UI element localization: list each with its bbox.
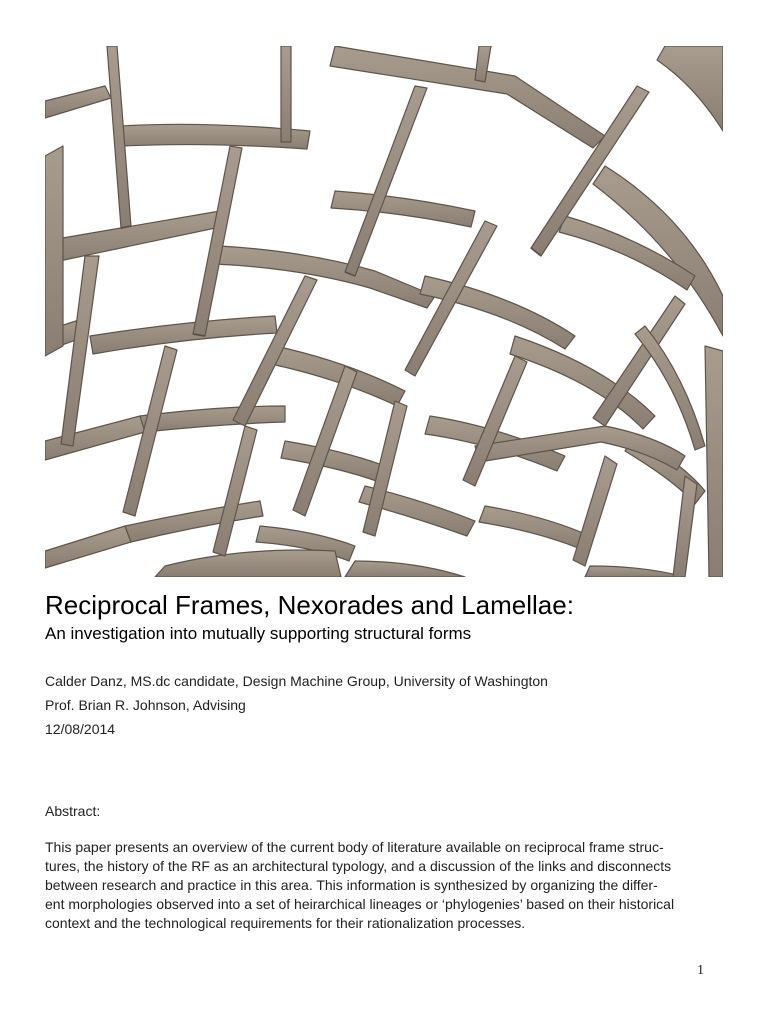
abstract-body bbox=[45, 838, 725, 933]
abstract-line: context and the technological requirements for their rationalization processes. bbox=[45, 915, 526, 931]
page-number: 1 bbox=[697, 963, 704, 978]
abstract-line: This paper presents an overview of the current body of literature available on reciprocal frame struc- bbox=[45, 839, 664, 855]
reciprocal-frame-render bbox=[45, 46, 723, 577]
date-line: 12/08/2014 bbox=[45, 721, 116, 737]
abstract-line: tures, the history of the RF as an architectural typology, and a discussion of the links and disconnects bbox=[45, 858, 672, 874]
abstract-line: between research and practice in this area. This information is synthesized by organizing the differ- bbox=[45, 877, 658, 893]
paper-title: Reciprocal Frames, Nexorades and Lamellae: bbox=[45, 590, 574, 620]
author-line: Calder Danz, MS.dc candidate, Design Machine Group, University of Washington bbox=[45, 673, 548, 689]
abstract-heading: Abstract: bbox=[45, 803, 101, 819]
cover-image bbox=[45, 46, 723, 577]
abstract-line: ent morphologies observed into a set of heirarchical lineages or ‘phylogenies’ based on their historical bbox=[45, 896, 675, 912]
paper-subtitle: An investigation into mutually supporting structural forms bbox=[45, 624, 472, 643]
advisor-line: Prof. Brian R. Johnson, Advising bbox=[45, 697, 246, 713]
